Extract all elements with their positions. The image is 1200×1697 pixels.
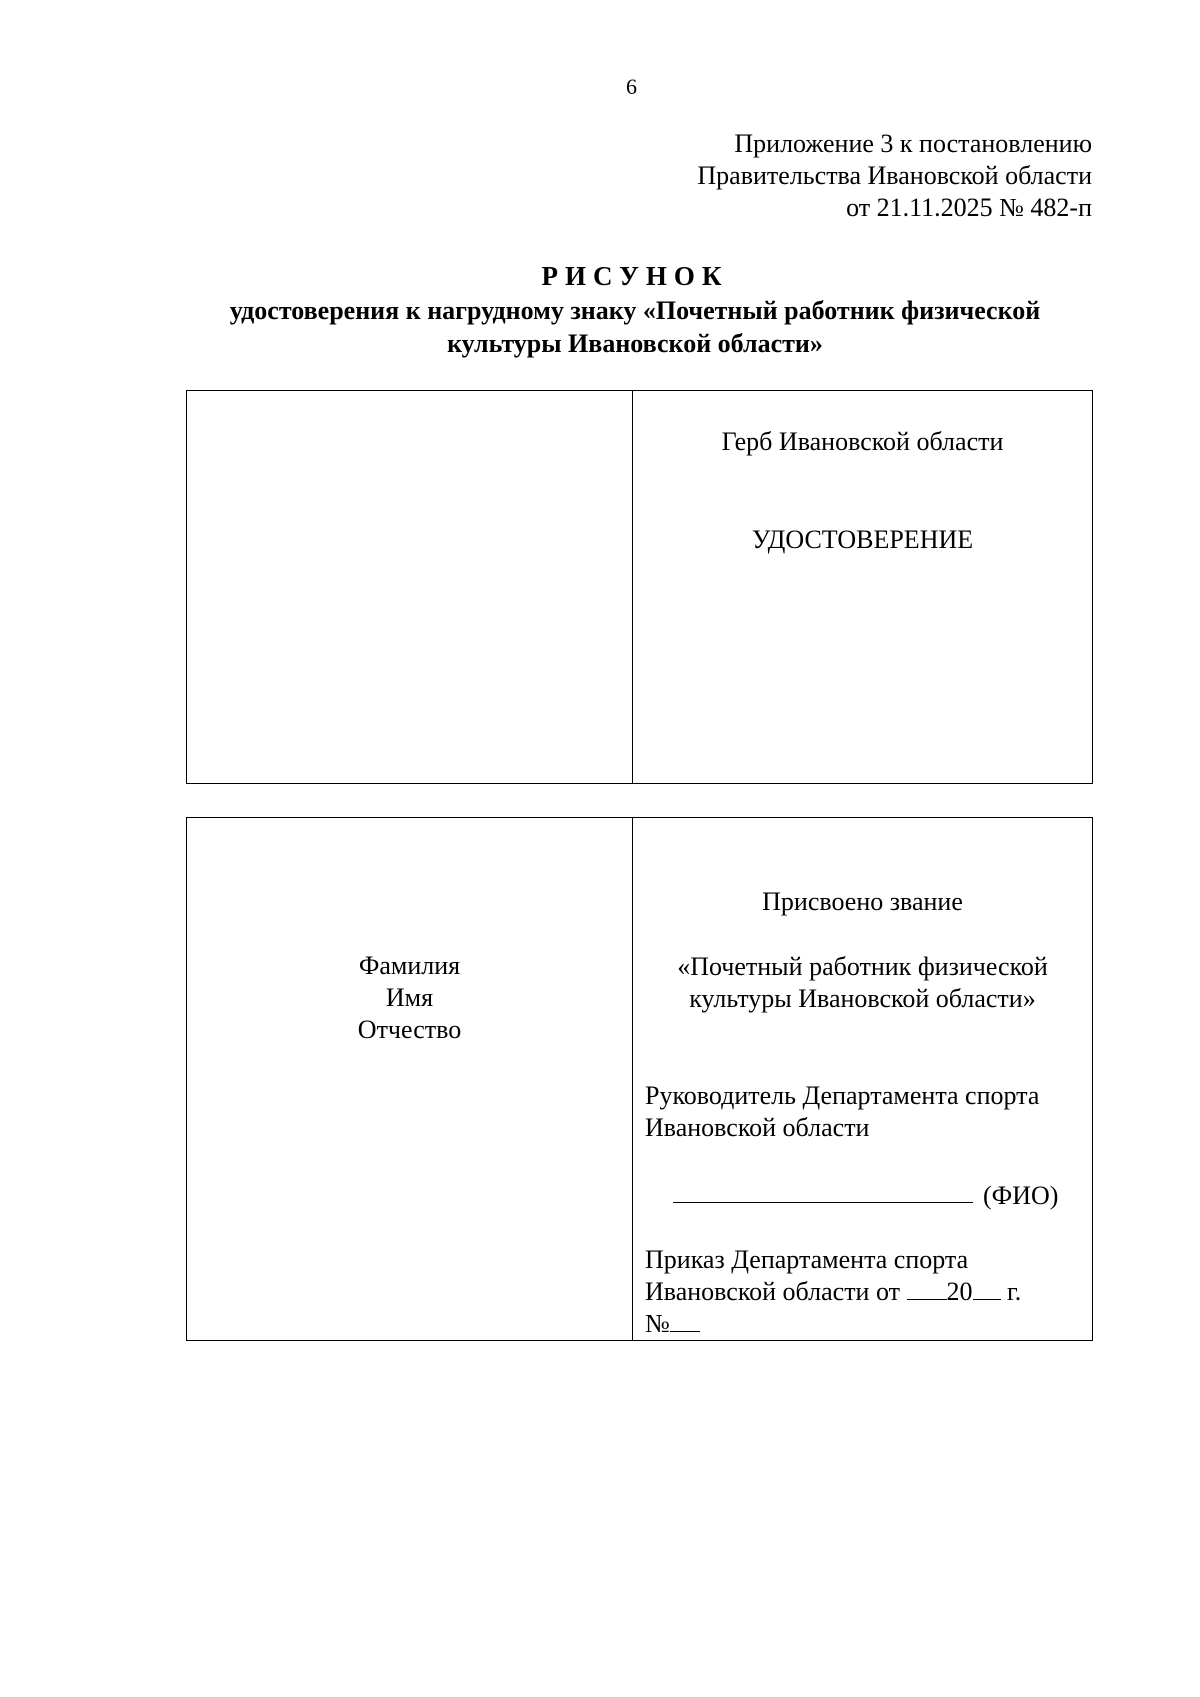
order-block bbox=[645, 1244, 1021, 1340]
title-subtitle bbox=[180, 294, 1090, 360]
appendix-line-1: Приложение 3 к постановлению bbox=[734, 129, 1092, 158]
certificate-front-cover bbox=[633, 391, 1092, 783]
order-year-suffix: г. bbox=[1007, 1277, 1022, 1306]
page-number: 6 bbox=[626, 74, 637, 99]
honorary-title bbox=[633, 951, 1092, 1015]
surname-label: Фамилия bbox=[358, 951, 461, 980]
certificate-inside bbox=[186, 817, 1093, 1341]
order-number-blank bbox=[670, 1309, 700, 1332]
appendix-line-2: Правительства Ивановской области bbox=[697, 161, 1092, 190]
department-head-block bbox=[645, 1080, 1039, 1144]
department-head-line-2: Ивановской области bbox=[645, 1113, 870, 1142]
honorary-title-line-2: культуры Ивановской области» bbox=[689, 984, 1036, 1013]
certificate-label: УДОСТОВЕРЕНИЕ bbox=[751, 525, 974, 554]
certificate-front bbox=[186, 390, 1093, 784]
signature-line bbox=[673, 1178, 973, 1203]
order-year-prefix: 20 bbox=[946, 1277, 973, 1306]
order-year-blank bbox=[973, 1277, 1001, 1300]
title-word: РИСУНОК bbox=[541, 261, 729, 291]
awarded-label: Присвоено звание bbox=[762, 887, 963, 916]
order-line-3 bbox=[645, 1308, 1021, 1340]
coat-of-arms-label: Герб Ивановской области bbox=[721, 427, 1004, 456]
certificate-front-back-cover bbox=[187, 391, 633, 783]
order-line-1: Приказ Департамента спорта bbox=[645, 1245, 969, 1274]
name-label: Имя bbox=[385, 983, 434, 1012]
order-number-prefix: № bbox=[645, 1309, 670, 1338]
title-subtitle-line-1: удостоверения к нагрудному знаку «Почетный работник физической bbox=[229, 296, 1041, 325]
department-head-line-1: Руководитель Департамента спорта bbox=[645, 1081, 1040, 1110]
certificate-inside-right bbox=[633, 818, 1092, 1340]
order-date-blank bbox=[907, 1277, 947, 1300]
appendix-header bbox=[572, 128, 1092, 224]
holder-name-block bbox=[187, 950, 632, 1046]
title-subtitle-line-2: культуры Ивановской области» bbox=[447, 329, 823, 358]
certificate-inside-left bbox=[187, 818, 633, 1340]
order-line-2-prefix: Ивановской области от bbox=[645, 1277, 900, 1306]
order-line-2 bbox=[645, 1276, 1021, 1308]
fio-hint: (ФИО) bbox=[983, 1181, 1059, 1210]
patronymic-label: Отчество bbox=[357, 1015, 462, 1044]
document-title bbox=[180, 258, 1090, 360]
honorary-title-line-1: «Почетный работник физической bbox=[677, 952, 1048, 981]
appendix-line-3: от 21.11.2025 № 482-п bbox=[846, 193, 1092, 222]
